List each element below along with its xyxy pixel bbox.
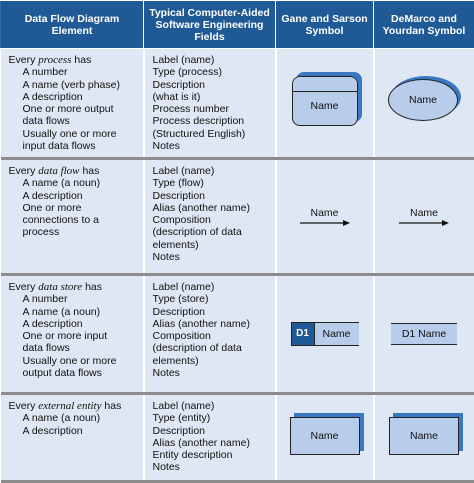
- gane-sarson-entity-cell: [276, 394, 374, 482]
- attribute-item: A description: [9, 318, 139, 330]
- attribute-item: A number: [9, 66, 139, 78]
- gane-sarson-store-cell: [276, 275, 374, 394]
- header-row: [1, 1, 474, 49]
- field-item: elements): [153, 239, 271, 251]
- element-cell: [1, 275, 144, 394]
- attribute-item: A name (a noun): [9, 306, 139, 318]
- symbol-label: Name: [388, 79, 458, 121]
- attribute-item: Usually one or more: [9, 355, 139, 367]
- demarco-store-cell: [374, 275, 474, 394]
- field-item: (what is it): [153, 91, 271, 103]
- arrow-right-icon: [399, 219, 449, 227]
- demarco-store-symbol: D1 Name: [391, 323, 457, 345]
- arrow-right-icon: [300, 219, 350, 227]
- row-data-flow: [1, 159, 474, 275]
- field-item: Process number: [153, 103, 271, 115]
- symbol-label: Name: [300, 208, 350, 219]
- demarco-process-symbol: [388, 79, 460, 123]
- attribute-item: One or more output: [9, 103, 139, 115]
- fields-cell: [144, 49, 276, 159]
- element-heading: Every data flow has: [9, 165, 139, 177]
- field-item: (description of data: [153, 342, 271, 354]
- field-item: Notes: [153, 140, 271, 152]
- gane-sarson-flow-cell: [276, 159, 374, 275]
- element-cell: [1, 49, 144, 159]
- element-cell: [1, 394, 144, 482]
- field-item: Composition: [153, 214, 271, 226]
- field-item: Alias (another name): [153, 437, 271, 449]
- attribute-item: data flows: [9, 115, 139, 127]
- field-item: Label (name): [153, 400, 271, 412]
- element-cell: [1, 159, 144, 275]
- row-data-store: [1, 275, 474, 394]
- field-item: Type (entity): [153, 412, 271, 424]
- demarco-flow-symbol: [399, 208, 449, 227]
- field-item: Notes: [153, 367, 271, 379]
- field-item: Entity description: [153, 449, 271, 461]
- gane-sarson-store-symbol: [291, 322, 359, 346]
- field-item: Description: [153, 425, 271, 437]
- symbol-label: Name: [389, 417, 459, 455]
- field-item: Description: [153, 190, 271, 202]
- gane-sarson-process-symbol: [292, 76, 358, 126]
- attribute-item: A name (a noun): [9, 412, 139, 424]
- symbol-label: Name: [315, 323, 359, 345]
- field-item: Type (process): [153, 66, 271, 78]
- field-item: Description: [153, 79, 271, 91]
- attribute-item: process: [9, 226, 139, 238]
- gane-sarson-entity-symbol: [290, 417, 360, 455]
- demarco-process-cell: [374, 49, 474, 159]
- fields-cell: [144, 275, 276, 394]
- attribute-item: data flows: [9, 342, 139, 354]
- field-item: (Structured English): [153, 128, 271, 140]
- symbol-label: Name: [290, 417, 360, 455]
- row-process: [1, 49, 474, 159]
- header-gane-sarson: Gane and Sarson Symbol: [276, 1, 374, 49]
- field-item: elements): [153, 355, 271, 367]
- field-item: Label (name): [153, 165, 271, 177]
- header-element: Data Flow Diagram Element: [1, 1, 144, 49]
- fields-cell: [144, 159, 276, 275]
- row-external-entity: [1, 394, 474, 482]
- demarco-flow-cell: [374, 159, 474, 275]
- attribute-item: One or more: [9, 202, 139, 214]
- field-item: Notes: [153, 251, 271, 263]
- element-heading: Every process has: [9, 54, 139, 66]
- attribute-item: A number: [9, 293, 139, 305]
- attribute-item: A description: [9, 425, 139, 437]
- field-item: Description: [153, 306, 271, 318]
- attribute-item: A description: [9, 190, 139, 202]
- field-item: Label (name): [153, 54, 271, 66]
- field-item: Label (name): [153, 281, 271, 293]
- field-item: Process description: [153, 115, 271, 127]
- symbol-label: Name: [399, 208, 449, 219]
- field-item: Type (flow): [153, 177, 271, 189]
- attribute-item: A name (verb phase): [9, 79, 139, 91]
- attribute-item: output data flows: [9, 367, 139, 379]
- attribute-item: connections to a: [9, 214, 139, 226]
- attribute-item: A description: [9, 91, 139, 103]
- field-item: Type (store): [153, 293, 271, 305]
- demarco-entity-symbol: [389, 417, 459, 455]
- attribute-item: input data flows: [9, 140, 139, 152]
- field-item: Alias (another name): [153, 202, 271, 214]
- fields-cell: [144, 394, 276, 482]
- element-heading: Every data store has: [9, 281, 139, 293]
- field-item: (description of data: [153, 226, 271, 238]
- field-item: Notes: [153, 461, 271, 473]
- demarco-entity-cell: [374, 394, 474, 482]
- store-id: D1: [292, 323, 315, 345]
- header-case-fields: Typical Computer-Aided Software Engineering Fields: [144, 1, 276, 49]
- symbol-label: Name: [293, 100, 357, 112]
- header-demarco-yourdon: DeMarco and Yourdan Symbol: [374, 1, 474, 49]
- attribute-item: One or more input: [9, 330, 139, 342]
- attribute-item: A name (a noun): [9, 177, 139, 189]
- gane-sarson-flow-symbol: [300, 208, 350, 227]
- gane-sarson-process-cell: [276, 49, 374, 159]
- field-item: Alias (another name): [153, 318, 271, 330]
- attribute-item: Usually one or more: [9, 128, 139, 140]
- element-heading: Every external entity has: [9, 400, 139, 412]
- field-item: Composition: [153, 330, 271, 342]
